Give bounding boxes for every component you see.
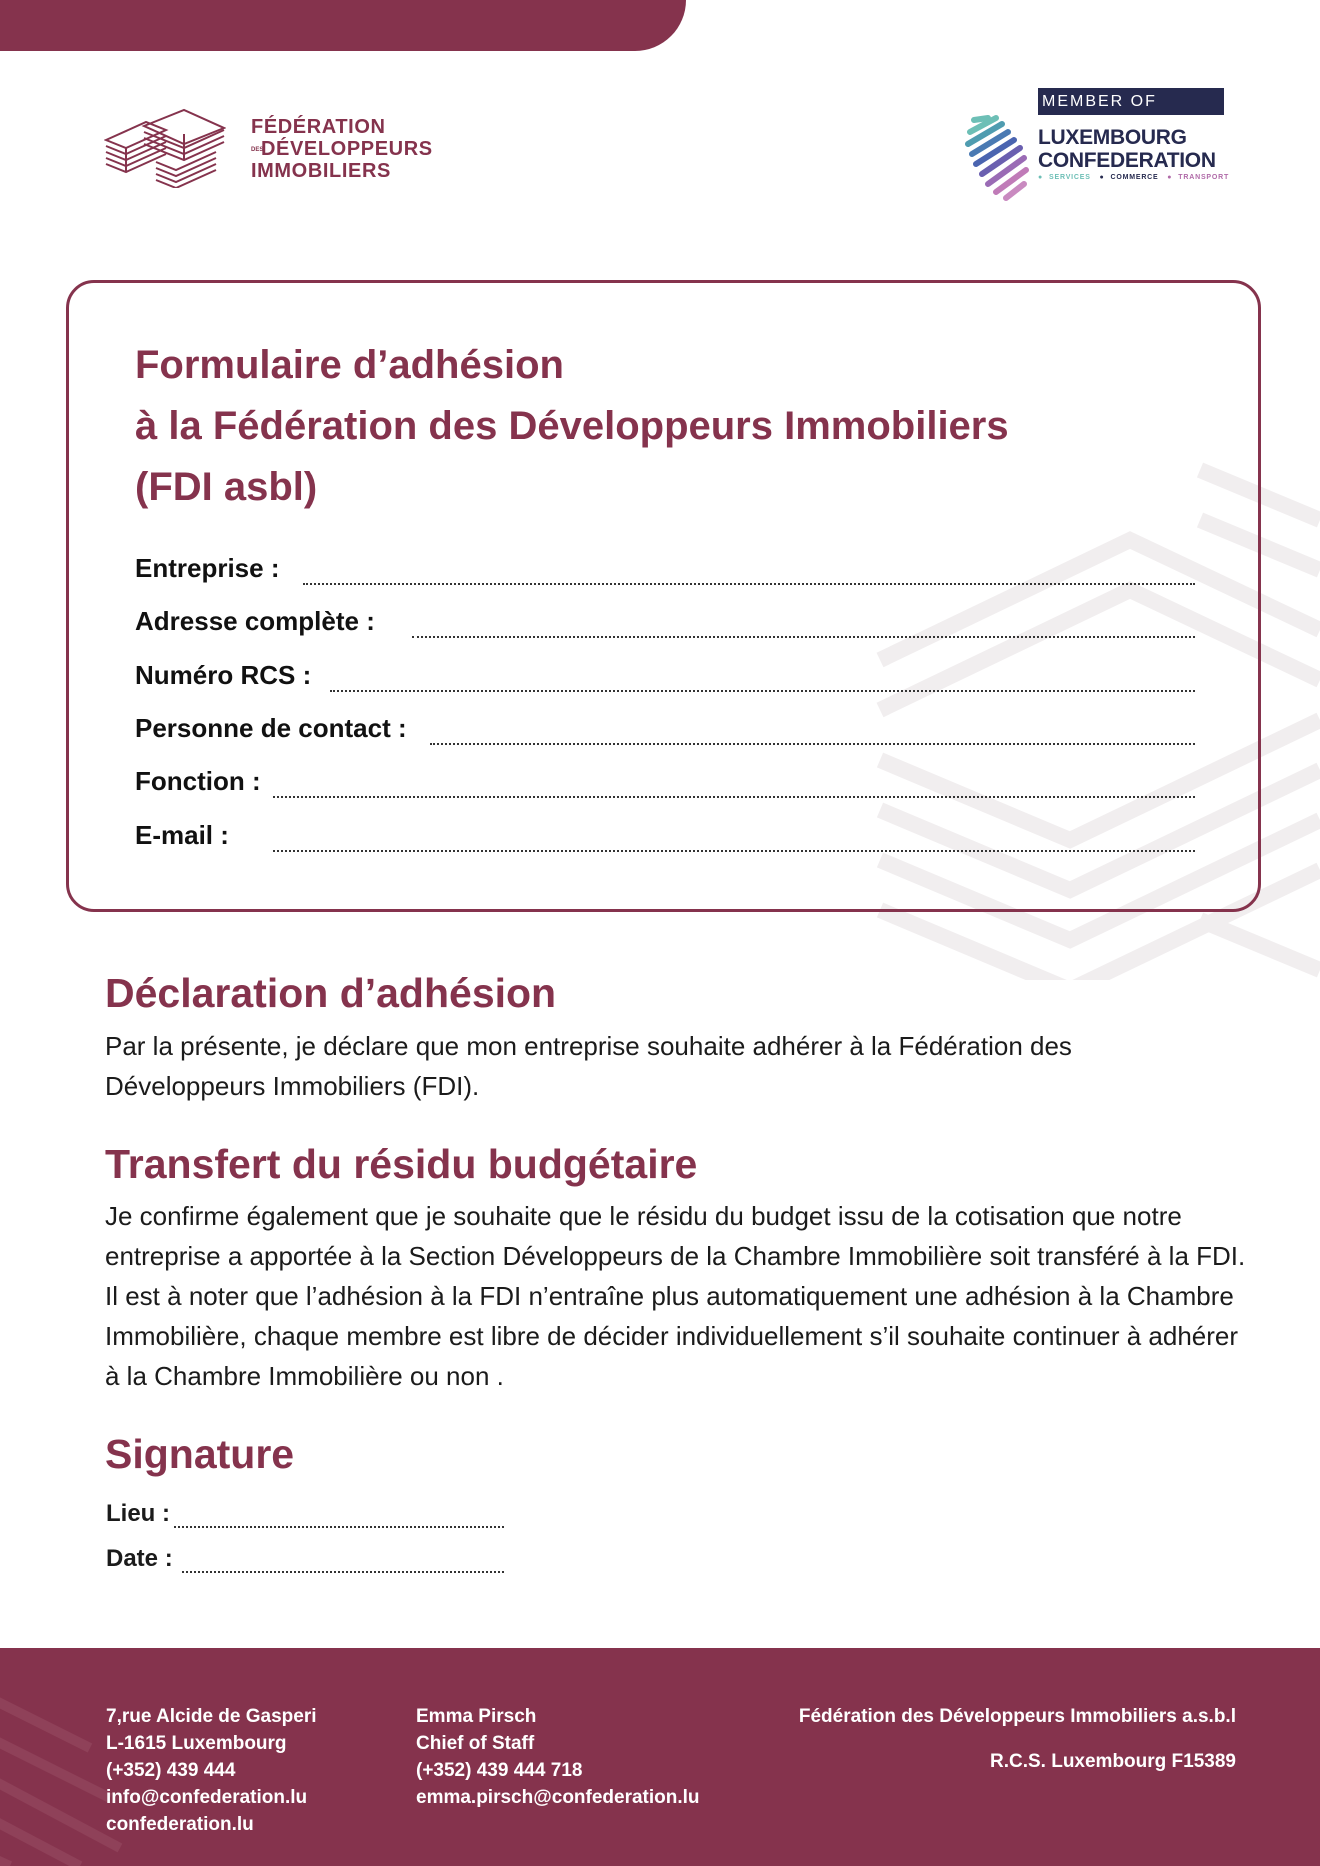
confederation-stripes-icon (964, 88, 1030, 204)
footer-contact-email-link[interactable]: emma.pirsch@confederation.lu (416, 1787, 700, 1808)
email-line[interactable] (273, 850, 1195, 852)
member-of-label: MEMBER OF (1038, 88, 1224, 115)
contact-person-line[interactable] (430, 743, 1195, 745)
footer (0, 1648, 1320, 1866)
function-line[interactable] (273, 796, 1195, 798)
declaration-text: Par la présente, je déclare que mon entreprise souhaite adhérer à la Fédération des Développeurs Immobiliers (FDI). (105, 1031, 1072, 1101)
footer-website-link[interactable]: confederation.lu (106, 1814, 254, 1835)
signature-title: Signature (105, 1431, 295, 1477)
contact-person-label: Personne de contact : (135, 713, 407, 743)
top-decor-bar (0, 0, 686, 51)
function-label: Fonction : (135, 766, 261, 796)
address-label: Adresse complète : (135, 606, 375, 636)
date-field[interactable] (106, 1545, 504, 1575)
luxembourg-confederation-logo (964, 88, 1230, 204)
company-field[interactable] (135, 553, 1195, 585)
function-field[interactable] (135, 766, 1195, 798)
footer-address: 7,rue Alcide de Gasperi L-1615 Luxembourg (+352) 439 444 info@confederation.lu confederation.lu (106, 1703, 317, 1838)
email-label: E-mail : (135, 820, 229, 850)
footer-rcs: R.C.S. Luxembourg F15389 (989, 1751, 1236, 1772)
transfer-title: Transfert du résidu budgétaire (105, 1141, 698, 1187)
rcs-number-label: Numéro RCS : (135, 660, 312, 690)
fdi-building-icon (104, 104, 226, 188)
place-field[interactable] (106, 1500, 504, 1530)
place-label: Lieu : (106, 1500, 170, 1527)
membership-form-box (66, 280, 1261, 912)
declaration-title: Déclaration d’adhésion (105, 970, 557, 1016)
rcs-number-line[interactable] (330, 690, 1195, 692)
company-line[interactable] (303, 583, 1195, 585)
place-line[interactable] (174, 1526, 504, 1528)
footer-contact: Emma Pirsch Chief of Staff (+352) 439 444 718 emma.pirsch@confederation.lu (416, 1703, 700, 1811)
address-line[interactable] (412, 636, 1195, 638)
fdi-logo (104, 104, 444, 188)
contact-person-field[interactable] (135, 713, 1195, 745)
company-label: Entreprise : (135, 553, 280, 583)
footer-org-name: Fédération des Développeurs Immobiliers a.s.b.l (798, 1706, 1236, 1727)
rcs-number-field[interactable] (135, 660, 1195, 692)
form-title: Formulaire d’adhésion à la Fédération des Développeurs Immobiliers (FDI asbl) (135, 343, 1009, 509)
address-field[interactable] (135, 606, 1195, 638)
transfer-text: Je confirme également que je souhaite que le résidu du budget issu de la cotisation que notre entreprise a apportée à la Section Développeurs de la Chambre Immobilière soit transféré à la FDI. Il est à noter que l’adhésion à la FDI n’entraîne plus automatiquement une adhésion à la Chambre Immobilière, chaque membre est libre de décider individuellement s’il souhaite continuer à adhérer à la Chambre Immobilière ou non . (105, 1201, 1246, 1391)
footer-organization (799, 1703, 1236, 1775)
email-field[interactable] (135, 820, 1195, 852)
footer-email-link[interactable]: info@confederation.lu (106, 1787, 308, 1808)
confederation-sectors: ● SERVICES ● COMMERCE ● TRANSPORT (1038, 174, 1230, 181)
date-line[interactable] (182, 1571, 504, 1573)
date-label: Date : (106, 1545, 173, 1572)
confederation-name: LUXEMBOURG CONFEDERATION (1038, 126, 1216, 172)
fdi-logo-text: FÉDÉRATION DESDÉVELOPPEURS IMMOBILIERS (251, 116, 433, 182)
